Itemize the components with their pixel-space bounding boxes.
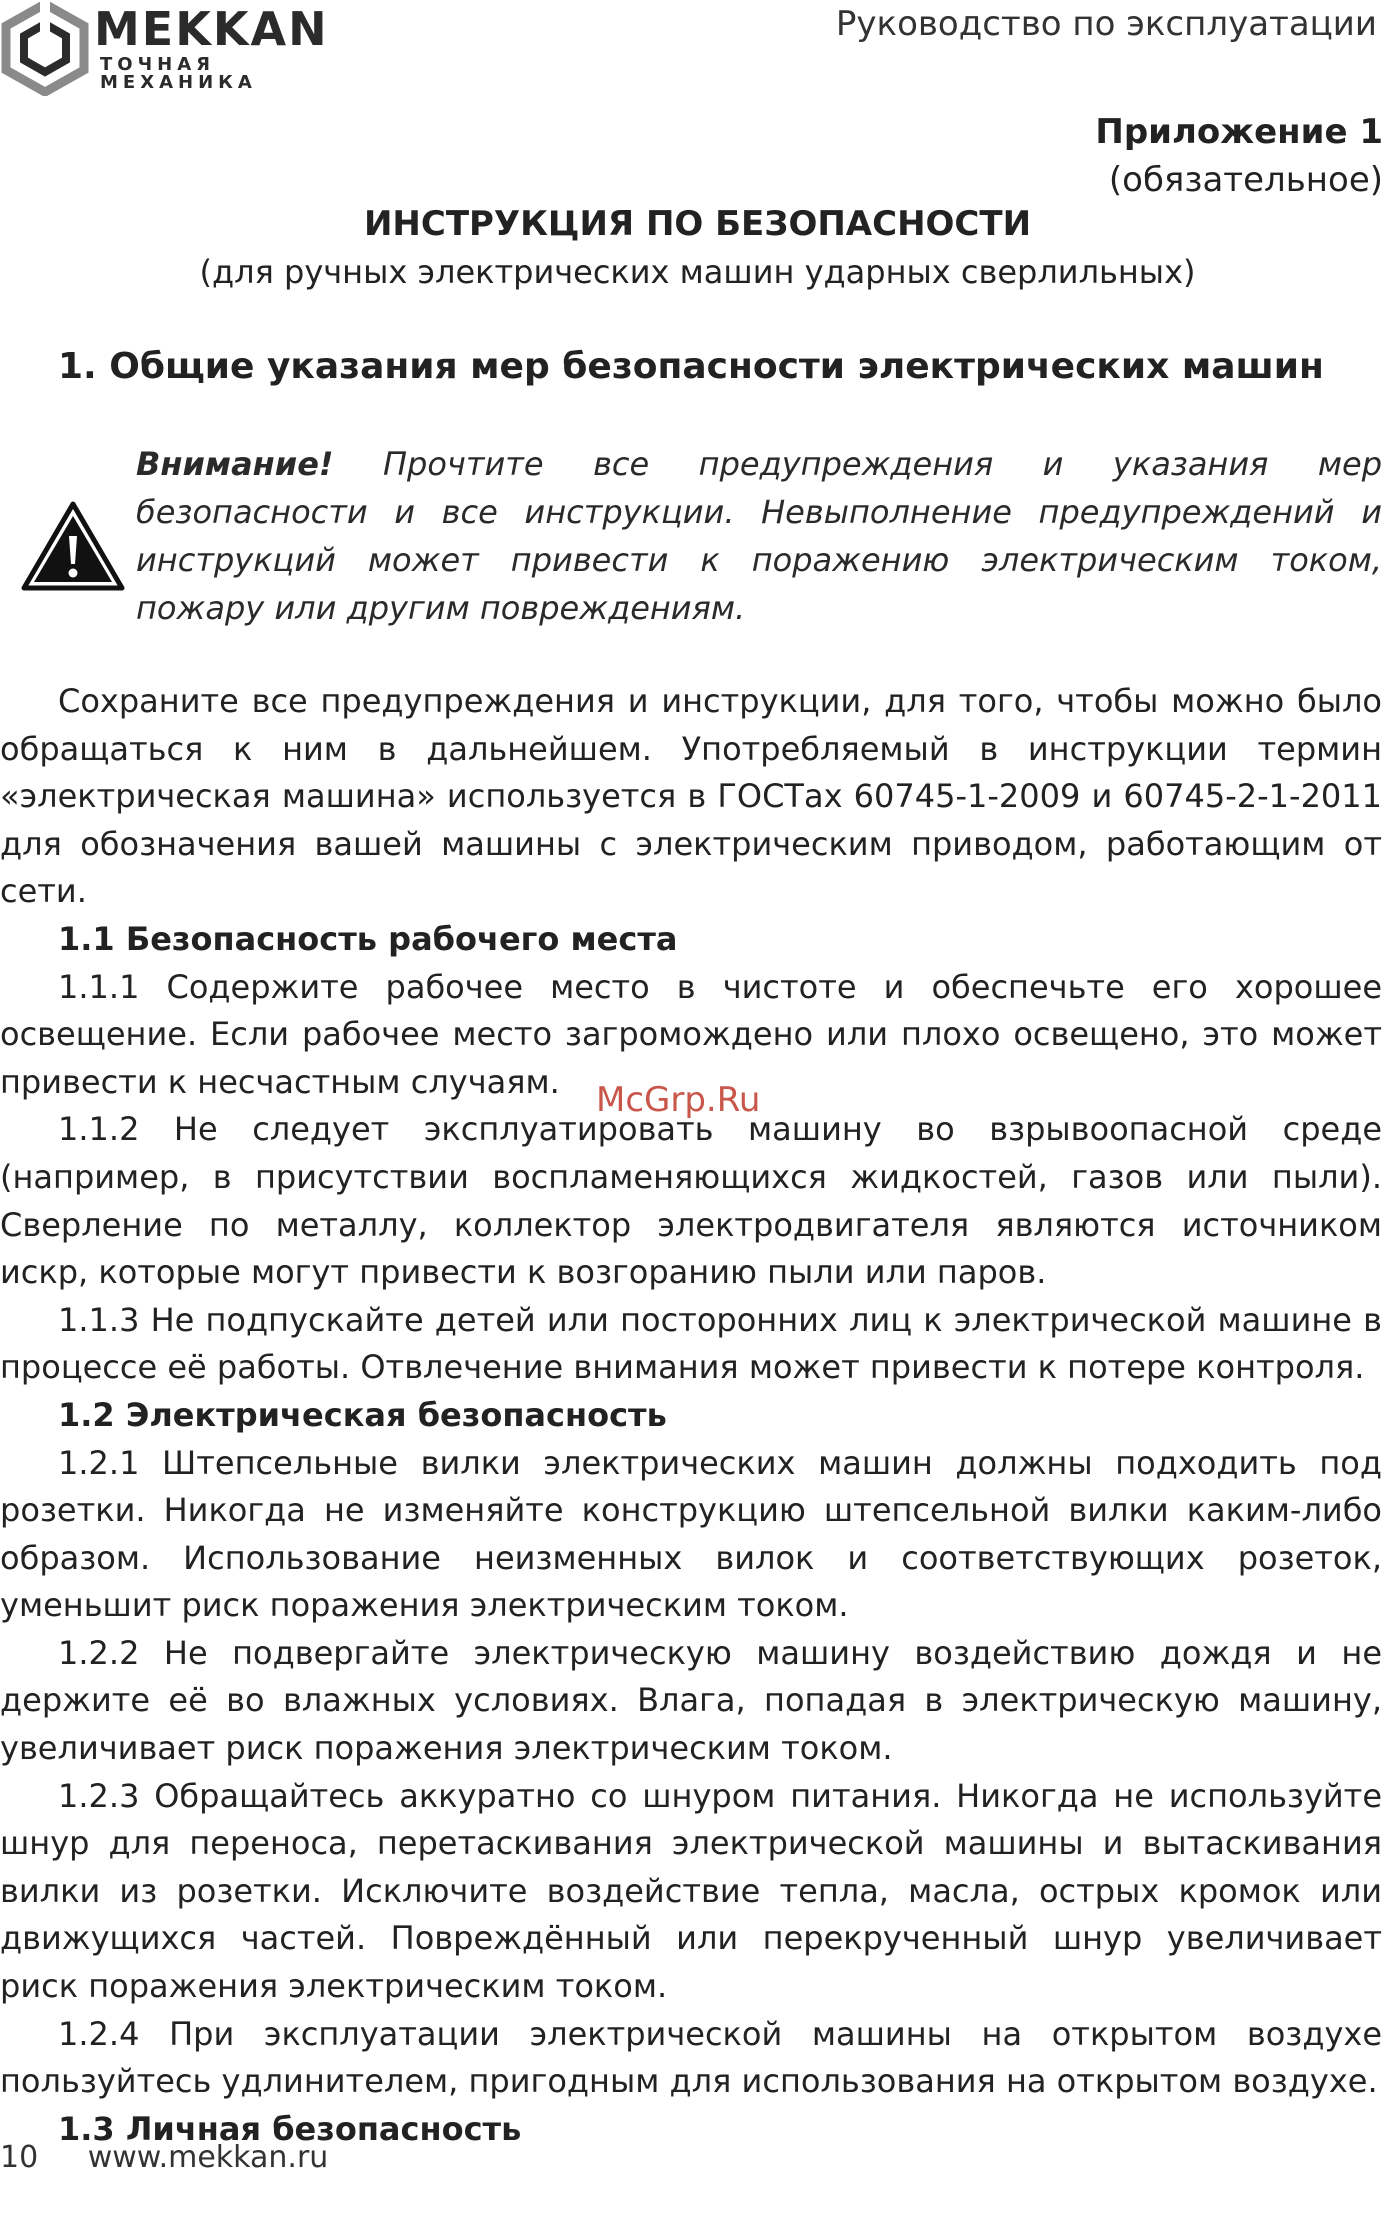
- subsection-1-2-heading: 1.2 Электрическая безопасность: [58, 1395, 667, 1434]
- page-title: ИНСТРУКЦИЯ ПО БЕЗОПАСНОСТИ: [363, 204, 1032, 244]
- body-text: [0, 678, 1382, 2153]
- page-number: 10: [0, 2140, 39, 2175]
- paragraph-intro: Сохраните все предупреждения и инструкции, для того, чтобы можно было обращаться к ним в дальнейшем. Употребляемый в инструкции термин «электрическая машина» используется в ГОСТах 60745-1-2009 и 60745-2-1-2011 для обозначения вашей машины с электрическим приводом, работающим от сети.: [0, 682, 1382, 911]
- page-subtitle: (для ручных электрических машин ударных сверлильных): [199, 253, 1196, 291]
- section-1-heading: 1. Общие указания мер безопасности электрических машин: [58, 346, 1324, 387]
- page-footer: [0, 2140, 328, 2175]
- logo-hexagon-icon: [0, 0, 90, 96]
- appendix-label: Приложение 1: [1095, 112, 1383, 152]
- appendix-block: [1095, 108, 1383, 204]
- paragraph-1-2-1: 1.2.1 Штепсельные вилки электрических машин должны подходить под розетки. Никогда не изменяйте конструкцию штепсельной вилки каким-либо образом. Использование неизменных вилок и соответствующих розеток, уменьшит риск поражения электрическим током.: [0, 1443, 1382, 1625]
- paragraph-1-2-3: 1.2.3 Обращайтесь аккуратно со шнуром питания. Никогда не используйте шнур для переноса, перетаскивания электрической машины и вытаскивания вилки из розетки. Исключите воздействие тепла, масла, острых кромок или движущихся частей. Повреждённый или перекрученный шнур увеличивает риск поражения электрическим током.: [0, 1776, 1382, 2006]
- paragraph-1-1-2: 1.1.2 Не следует эксплуатировать машину во взрывоопасной среде (например, в присутствии воспламеняющихся жидкостей, газов или пыли). Сверление по металлу, коллектор электродвигателя являются источником искр, которые могут привести к возгоранию пыли или паров.: [0, 1110, 1382, 1292]
- subsection-1-3-heading: 1.3 Личная безопасность: [58, 2109, 522, 2148]
- warning-lead: Внимание!: [136, 445, 334, 483]
- brand-tagline: ТОЧНАЯ МЕХАНИКА: [100, 54, 257, 93]
- brand-logo: [0, 0, 340, 96]
- warning-triangle-icon: [20, 500, 126, 592]
- subsection-1-1-heading: 1.1 Безопасность рабочего места: [58, 919, 678, 958]
- paragraph-1-1-1: 1.1.1 Содержите рабочее место в чистоте и обеспечьте его хорошее освещение. Если рабочее место загромождено или плохо освещено, это может привести к несчастным случаям.: [0, 967, 1382, 1101]
- paragraph-1-2-2: 1.2.2 Не подвергайте электрическую машину воздействию дождя и не держите её во влажных условиях. Влага, попадая в электрическую машину, увеличивает риск поражения электрическим током.: [0, 1633, 1382, 1768]
- website-link[interactable]: www.mekkan.ru: [87, 2140, 329, 2175]
- brand-name: MEKKAN: [94, 2, 329, 56]
- document-title: Руководство по эксплуатации: [835, 4, 1377, 44]
- paragraph-1-2-4: 1.2.4 При эксплуатации электрической машины на открытом воздухе пользуйтесь удлинителем, пригодным для использования на открытом воздухе.: [0, 2014, 1382, 2101]
- warning-text: Прочтите все предупреждения и указания мер безопасности и все инструкции. Невыполнение предупреждений и инструкций может привести к поражению электрическим током, пожару или другим повреждениям.: [136, 445, 1382, 627]
- warning-notice: [136, 440, 1382, 632]
- paragraph-1-1-3: 1.1.3 Не подпускайте детей или посторонних лиц к электрической машине в процессе её работы. Отвлечение внимания может привести к потере контроля.: [0, 1300, 1382, 1387]
- watermark: McGrp.Ru: [596, 1080, 761, 1120]
- appendix-note: (обязательное): [1108, 160, 1383, 200]
